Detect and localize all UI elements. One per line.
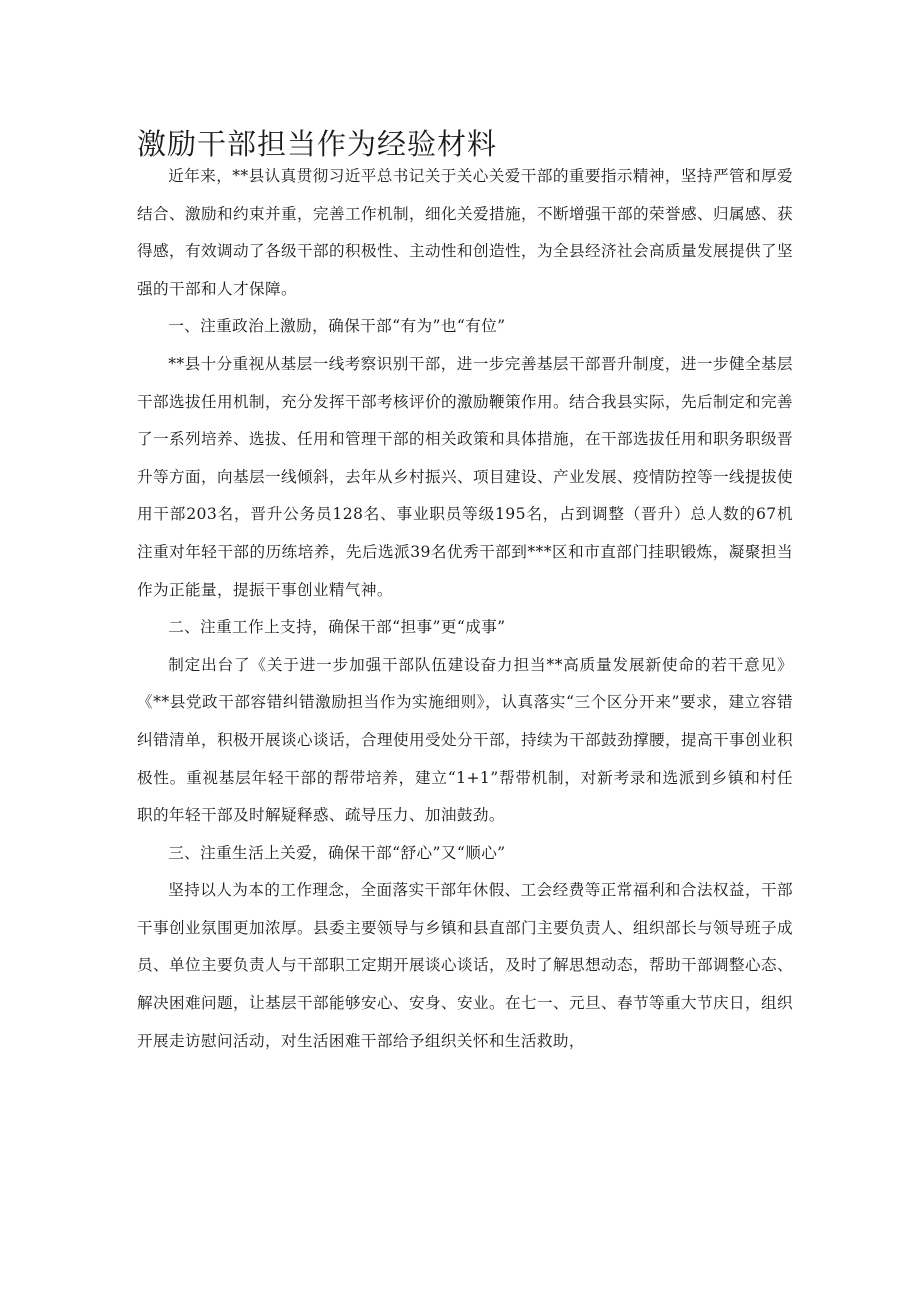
section-heading-2: 二、注重工作上支持，确保干部“担事”更“成事” <box>168 618 506 637</box>
document-title: 激励干部担当作为经验材料 <box>137 127 498 161</box>
document-body <box>137 158 793 1060</box>
intro-paragraph: 近年来，**县认真贯彻习近平总书记关于关心关爱干部的重要指示精神，坚持严管和厚爱结合、激励和约束并重，完善工作机制，细化关爱措施，不断增强干部的荣誉感、归属感、获得感，有效调动了各级干部的积极性、主动性和创造性，为全县经济社会高质量发展提供了坚强的干部和人才保障。 <box>137 167 793 298</box>
section-heading-3: 三、注重生活上关爱，确保干部“舒心”又“顺心” <box>168 843 506 862</box>
section-3-paragraph: 坚持以人为本的工作理念，全面落实干部年休假、工会经费等正常福利和合法权益，干部干事创业氛围更加浓厚。县委主要领导与乡镇和县直部门主要负责人、组织部长与领导班子成员、单位主要负责人与干部职工定期开展谈心谈话，及时了解思想动态，帮助干部调整心态、解决困难问题，让基层干部能够安心、安身、安业。在七一、元旦、春节等重大节庆日，组织开展走访慰问活动，对生活困难干部给予组织关怀和生活救助， <box>137 881 793 1050</box>
section-1-paragraph: **县十分重视从基层一线考察识别干部，进一步完善基层干部晋升制度，进一步健全基层干部选拔任用机制，充分发挥干部考核评价的激励鞭策作用。结合我县实际，先后制定和完善了一系列培养、选拔、任用和管理干部的相关政策和具体措施，在干部选拔任用和职务职级晋升等方面，向基层一线倾斜，去年从乡村振兴、项目建设、产业发展、疫情防控等一线提拔使用干部203名，晋升公务员128名、事业职员等级195名，占到调整（晋升）总人数的67机注重对年轻干部的历练培养，先后选派39名优秀干部到***区和市直部门挂职锻炼，凝聚担当作为正能量，提振干事创业精气神。 <box>137 354 793 599</box>
section-heading-1: 一、注重政治上激励，确保干部“有为”也“有位” <box>168 317 506 336</box>
section-2-paragraph: 制定出台了《关于进一步加强干部队伍建设奋力担当**高质量发展新使命的若干意见》《**县党政干部容错纠错激励担当作为实施细则》，认真落实“三个区分开来”要求，建立容错纠错清单，积极开展谈心谈话，合理使用受处分干部，持续为干部鼓劲撑腰，提高干事创业积极性。重视基层年轻干部的帮带培养，建立“1+1”帮带机制，对新考录和选派到乡镇和村任职的年轻干部及时解疑释惑、疏导压力、加油鼓劲。 <box>137 655 793 825</box>
